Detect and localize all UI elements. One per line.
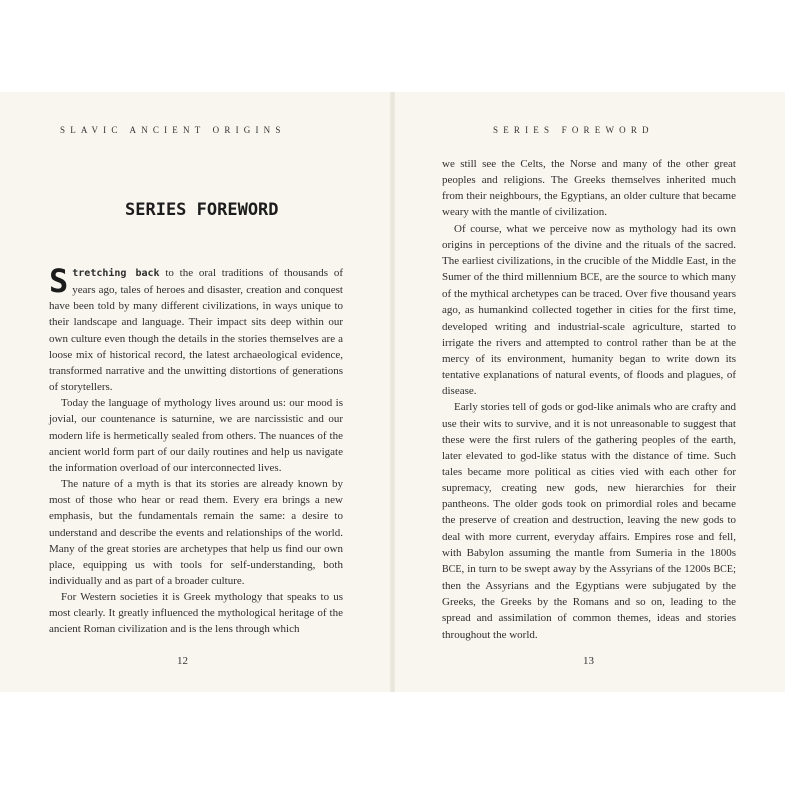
- era-abbreviation: BCE: [713, 563, 733, 575]
- left-body-text: [49, 262, 343, 638]
- paragraph-text: Early stories tell of gods or god-like animals who are crafty and use their wits to survive, and it is not unreasonable to suggest that these were the first rulers of the gathering peoples of the earth, later elevated to god-like status with the distance of time. Such tales became more political as cities vied with each other for supremacy, creating new gods, new hierarchies for their pantheons. The older gods took on primordial roles and became the preserve of creation and destruction, leaving the new gods to deal with more current, everyday affairs. Empires rose and fell, with Babylon assuming the mantle from Sumeria in the 1800s: [442, 401, 736, 559]
- right-body-text: [442, 156, 736, 643]
- drop-cap: S: [49, 262, 69, 300]
- running-head-right: SERIES FOREWORD: [493, 125, 654, 135]
- paragraph: For Western societies it is Greek mythology that speaks to us most clearly. It greatly influenced the mythological heritage of the ancient Roman civilization and is the lens through which: [49, 591, 343, 636]
- paragraph-text: , are the source to which many of the mythical archetypes can be traced. Over five thousand years ago, as humankind collected together in cities for the first time, developed writing and industrial-scale agriculture, started to irrigate the rivers and attempted to control rather than be at the mercy of its environment, humanity began to write down its tentative explanations of natural events, of floods and plagues, of disease.: [442, 271, 736, 398]
- left-page: [0, 92, 392, 692]
- book-spread: [0, 92, 785, 692]
- paragraph: [442, 221, 736, 400]
- paragraph-text: Of course, what we perceive now as mythology had its own origins in perceptions of the divine and the rituals of the sacred. The earliest civilizations, in the crucible of the Middle East, in the Sumer of the third millennium: [442, 222, 736, 284]
- right-page: [393, 92, 785, 692]
- paragraph: we still see the Celts, the Norse and many of the other great peoples and religions. The Greeks themselves inherited much from their neighbours, the Egyptians, an older culture that became weary with the mantle of civilization.: [442, 158, 736, 219]
- paragraph: Today the language of mythology lives around us: our mood is jovial, our countenance is saturnine, we are narcissistic and our modern life is hermetically sealed from others. The nuances of the ancient world form part of our daily routines and help us navigate the information overload of our interconnected lives.: [49, 397, 343, 474]
- page-number-right: 13: [583, 655, 594, 667]
- paragraph: [442, 399, 736, 642]
- paragraph-text: ; then the Assyrians and the Egyptians were subjugated by the Greeks, the Greeks by the Romans and so on, leading to the spread and assimilation of common themes, ideas and stories throughout the world.: [442, 562, 736, 641]
- paragraph: [49, 262, 343, 395]
- paragraph: The nature of a myth is that its stories are already known by most of those who hear or read them. Every era brings a new emphasis, but the fundamentals remain the same: a desire to understand and describe the events and relationships of the world. Many of the great stories are archetypes that help us find our own place, equipping us with tools for self-understanding, both individually and as part of a broader culture.: [49, 478, 343, 587]
- chapter-title: SERIES FOREWORD: [125, 200, 279, 220]
- running-head-left: SLAVIC ANCIENT ORIGINS: [60, 125, 286, 135]
- paragraph-text: to the oral traditions of thousands of years ago, tales of heroes and disaster, creation and conquest have been told by many different civilizations, in ways unique to their landscape and language. Their impact sits deep within our own culture even though the details in the stories themselves are a loose mix of historical record, the latest archaeological evidence, transformed narrative and the unwitting distortions of generations of storytellers.: [49, 267, 343, 394]
- paragraph-text: , in turn to be swept away by the Assyrians of the 1200s: [461, 562, 714, 575]
- lead-in: tretching back: [72, 268, 160, 279]
- page-number-left: 12: [177, 655, 188, 667]
- era-abbreviation: BCE: [580, 272, 600, 284]
- era-abbreviation: BCE: [442, 563, 462, 575]
